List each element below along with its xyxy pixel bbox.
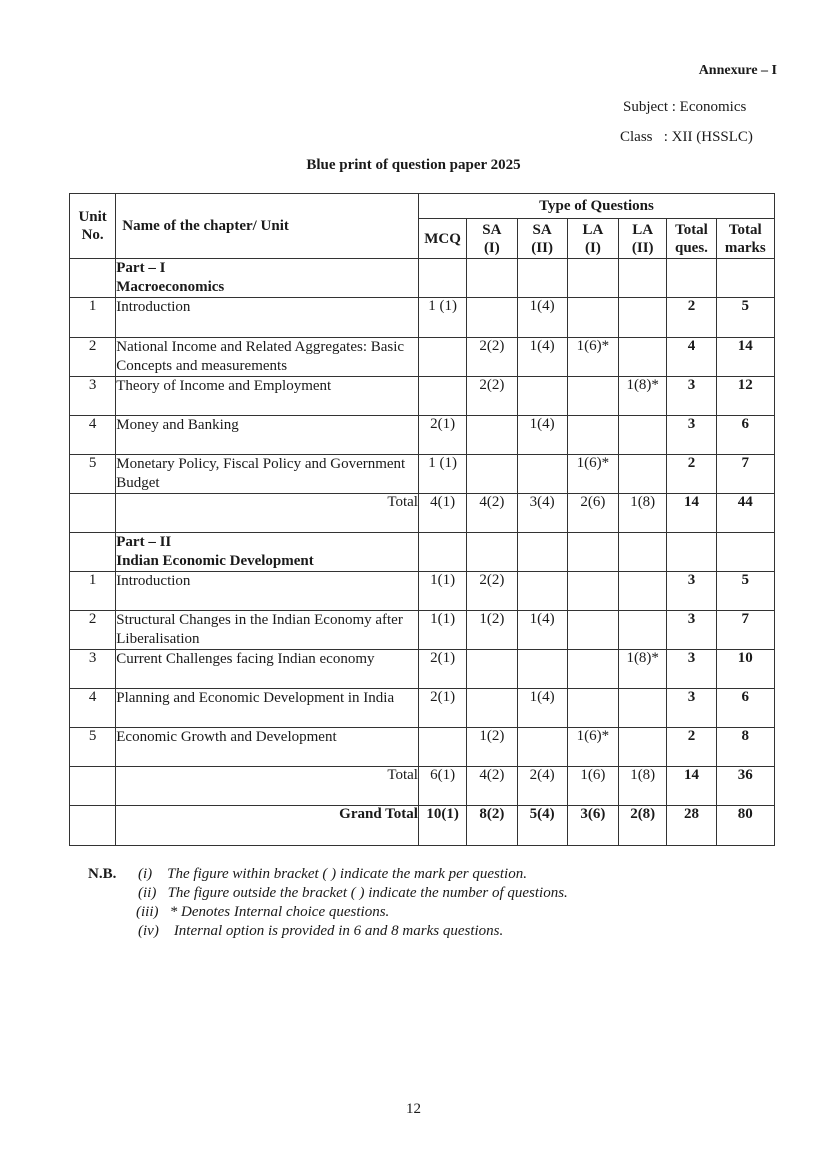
la1-cell: 3(6) (567, 806, 618, 846)
part-title: Part – I (116, 260, 166, 276)
header-total-marks: Total marks (716, 219, 774, 259)
total-ques-cell: 28 (667, 806, 716, 846)
sa1-cell: 4(2) (467, 494, 517, 533)
la2-cell: 1(8) (619, 767, 667, 806)
la2-cell (619, 611, 667, 650)
table-row (70, 455, 775, 494)
annexure-label: Annexure – I (698, 63, 777, 78)
note-item: (iv) Internal option is provided in 6 and 8 marks questions. (138, 923, 504, 939)
sa2-cell: 1(4) (517, 689, 567, 728)
la1-cell (567, 572, 618, 611)
mcq-cell: 2(1) (418, 416, 466, 455)
total-marks-cell: 8 (716, 728, 774, 767)
total-marks-cell: 6 (716, 689, 774, 728)
sa1-cell (467, 298, 517, 338)
page-number: 12 (406, 1101, 421, 1117)
sa2-cell (517, 377, 567, 416)
grand-total-label: Grand Total (116, 806, 419, 846)
part-heading-row (70, 533, 775, 572)
la2-cell (619, 572, 667, 611)
total-marks-cell: 10 (716, 650, 774, 689)
header-la1: LA (I) (567, 219, 618, 259)
sa2-cell (517, 572, 567, 611)
total-marks-cell: 44 (716, 494, 774, 533)
sa2-cell: 2(4) (517, 767, 567, 806)
part-subtitle: Macroeconomics (116, 279, 225, 295)
la2-cell: 1(8)* (619, 377, 667, 416)
la2-cell: 1(8) (619, 494, 667, 533)
total-marks-cell: 5 (716, 572, 774, 611)
mcq-cell: 1 (1) (418, 455, 466, 494)
grand-total-row (70, 806, 775, 846)
chapter-name: National Income and Related Aggregates: Basic Concepts and measurements (116, 338, 419, 377)
total-ques-cell: 3 (667, 572, 716, 611)
header-sa2: SA (II) (517, 219, 567, 259)
chapter-name: Economic Growth and Development (116, 728, 419, 767)
sa2-cell (517, 650, 567, 689)
total-ques-cell: 3 (667, 650, 716, 689)
chapter-name: Introduction (116, 298, 419, 338)
la1-cell: 1(6)* (567, 338, 618, 377)
total-ques-cell: 14 (667, 494, 716, 533)
unit-number: 2 (70, 611, 116, 650)
unit-number: 1 (70, 298, 116, 338)
sa1-cell: 8(2) (467, 806, 517, 846)
la1-cell (567, 416, 618, 455)
total-ques-cell: 2 (667, 728, 716, 767)
la2-cell: 1(8)* (619, 650, 667, 689)
sa1-cell (467, 416, 517, 455)
header-chapter-name: Name of the chapter/ Unit (116, 194, 419, 259)
total-marks-cell: 6 (716, 416, 774, 455)
sa2-cell (517, 728, 567, 767)
header-type-of-questions: Type of Questions (418, 194, 774, 219)
total-row (70, 767, 775, 806)
mcq-cell: 1(1) (418, 611, 466, 650)
header-total-ques: Total ques. (667, 219, 716, 259)
total-label: Total (116, 767, 419, 806)
la2-cell (619, 455, 667, 494)
chapter-name: Monetary Policy, Fiscal Policy and Government Budget (116, 455, 419, 494)
class-line: Class : XII (HSSLC) (620, 129, 753, 145)
table-row (70, 377, 775, 416)
total-ques-cell: 4 (667, 338, 716, 377)
la1-cell (567, 650, 618, 689)
total-ques-cell: 2 (667, 298, 716, 338)
la1-cell: 1(6)* (567, 728, 618, 767)
note-item: (i) The figure within bracket ( ) indicate the mark per question. (138, 866, 527, 882)
total-label: Total (116, 494, 419, 533)
total-marks-cell: 7 (716, 455, 774, 494)
header-la2: LA (II) (619, 219, 667, 259)
unit-number: 1 (70, 572, 116, 611)
la2-cell (619, 728, 667, 767)
unit-number: 3 (70, 650, 116, 689)
mcq-cell: 1 (1) (418, 298, 466, 338)
table-row (70, 572, 775, 611)
sa2-cell: 1(4) (517, 338, 567, 377)
sa2-cell: 3(4) (517, 494, 567, 533)
chapter-name: Current Challenges facing Indian economy (116, 650, 419, 689)
blueprint-table (69, 193, 775, 846)
unit-number: 2 (70, 338, 116, 377)
part-subtitle: Indian Economic Development (116, 553, 314, 569)
table-row (70, 611, 775, 650)
notes-label: N.B. (88, 866, 117, 882)
la2-cell (619, 689, 667, 728)
unit-number: 3 (70, 377, 116, 416)
unit-number: 5 (70, 455, 116, 494)
sa2-cell: 5(4) (517, 806, 567, 846)
total-ques-cell: 2 (667, 455, 716, 494)
mcq-cell: 2(1) (418, 650, 466, 689)
sa1-cell: 2(2) (467, 338, 517, 377)
sa1-cell: 1(2) (467, 611, 517, 650)
total-ques-cell: 3 (667, 689, 716, 728)
unit-number: 4 (70, 689, 116, 728)
total-ques-cell: 3 (667, 377, 716, 416)
la2-cell (619, 298, 667, 338)
total-marks-cell: 36 (716, 767, 774, 806)
table-row (70, 728, 775, 767)
total-marks-cell: 7 (716, 611, 774, 650)
unit-number: 4 (70, 416, 116, 455)
total-marks-cell: 12 (716, 377, 774, 416)
total-ques-cell: 3 (667, 416, 716, 455)
mcq-cell: 1(1) (418, 572, 466, 611)
total-row (70, 494, 775, 533)
sa2-cell: 1(4) (517, 298, 567, 338)
mcq-cell (418, 338, 466, 377)
document-title: Blue print of question paper 2025 (306, 157, 521, 173)
note-item: (ii) The figure outside the bracket ( ) indicate the number of questions. (138, 885, 568, 901)
total-ques-cell: 3 (667, 611, 716, 650)
chapter-name: Theory of Income and Employment (116, 377, 419, 416)
sa1-cell: 1(2) (467, 728, 517, 767)
la1-cell (567, 298, 618, 338)
chapter-name: Introduction (116, 572, 419, 611)
total-ques-cell: 14 (667, 767, 716, 806)
note-item: (iii) * Denotes Internal choice questions. (136, 904, 390, 920)
la2-cell (619, 338, 667, 377)
la1-cell (567, 377, 618, 416)
total-marks-cell: 5 (716, 298, 774, 338)
table-row (70, 298, 775, 338)
sa1-cell (467, 455, 517, 494)
la2-cell: 2(8) (619, 806, 667, 846)
sa1-cell: 2(2) (467, 572, 517, 611)
chapter-name: Money and Banking (116, 416, 419, 455)
sa1-cell: 4(2) (467, 767, 517, 806)
table-row (70, 650, 775, 689)
mcq-cell (418, 377, 466, 416)
la1-cell: 1(6) (567, 767, 618, 806)
table-row (70, 689, 775, 728)
la1-cell (567, 611, 618, 650)
table-row (70, 338, 775, 377)
unit-number: 5 (70, 728, 116, 767)
header-unit-no: Unit No. (70, 194, 116, 259)
mcq-cell: 4(1) (418, 494, 466, 533)
sa2-cell: 1(4) (517, 416, 567, 455)
sa1-cell (467, 650, 517, 689)
sa1-cell: 2(2) (467, 377, 517, 416)
sa1-cell (467, 689, 517, 728)
la1-cell: 1(6)* (567, 455, 618, 494)
mcq-cell: 6(1) (418, 767, 466, 806)
la2-cell (619, 416, 667, 455)
sa2-cell: 1(4) (517, 611, 567, 650)
total-marks-cell: 14 (716, 338, 774, 377)
table-row (70, 416, 775, 455)
subject-line: Subject : Economics (623, 99, 747, 115)
la1-cell: 2(6) (567, 494, 618, 533)
chapter-name: Structural Changes in the Indian Economy after Liberalisation (116, 611, 419, 650)
mcq-cell: 10(1) (418, 806, 466, 846)
chapter-name: Planning and Economic Development in India (116, 689, 419, 728)
sa2-cell (517, 455, 567, 494)
total-marks-cell: 80 (716, 806, 774, 846)
part-heading-row (70, 259, 775, 298)
part-title: Part – II (116, 534, 172, 550)
header-sa1: SA (I) (467, 219, 517, 259)
la1-cell (567, 689, 618, 728)
header-mcq: MCQ (418, 219, 466, 259)
mcq-cell: 2(1) (418, 689, 466, 728)
mcq-cell (418, 728, 466, 767)
